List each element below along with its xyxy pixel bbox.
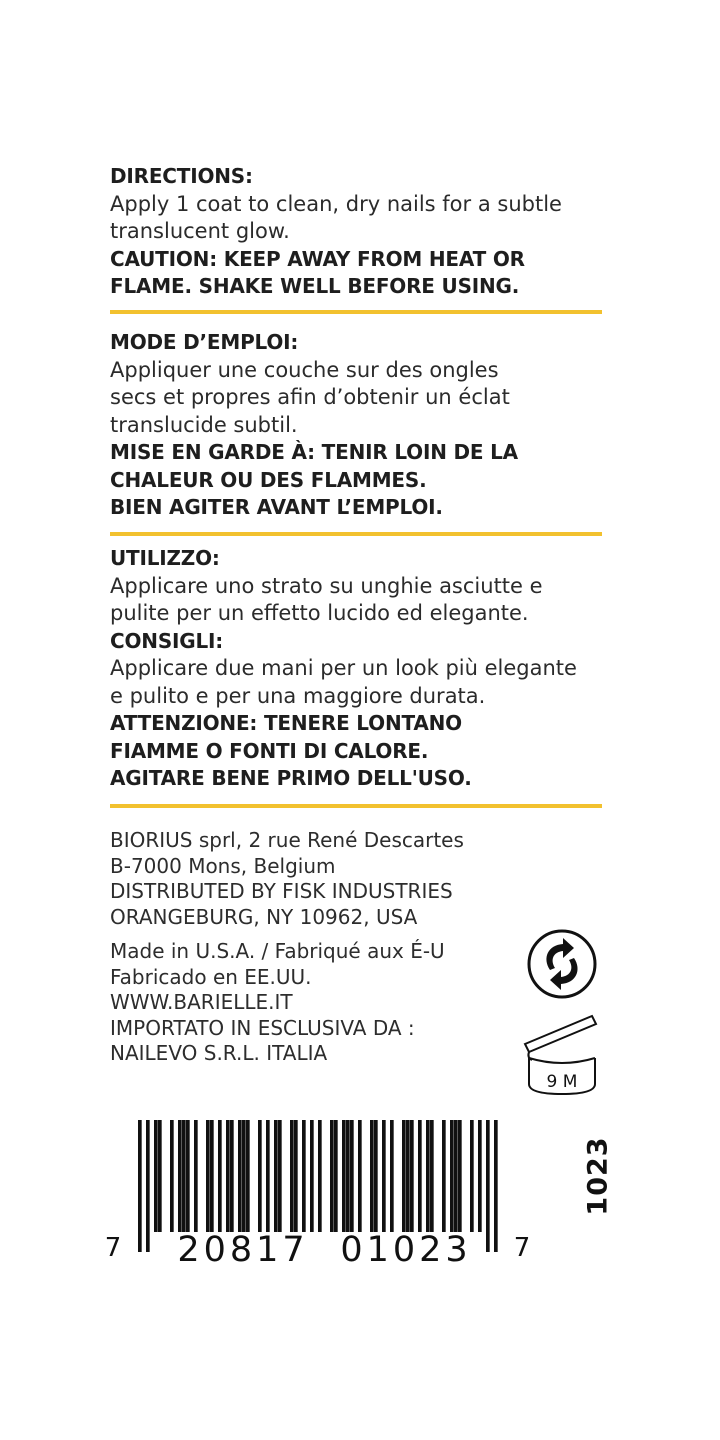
barcode [100, 1118, 540, 1278]
utilizzo-body-line: pulite per un effetto lucido ed elegante. [110, 601, 529, 625]
barcode-bar [230, 1120, 234, 1232]
barcode-bar [194, 1120, 198, 1232]
mode-emploi-body-line: translucide subtil. [110, 412, 298, 437]
barcode-bar [374, 1120, 378, 1232]
barcode-bar [334, 1120, 338, 1232]
barcode-bar [258, 1120, 262, 1232]
barcode-bar [242, 1120, 246, 1232]
caution-line: FLAME. SHAKE WELL BEFORE USING. [110, 274, 520, 298]
barcode-bar [318, 1120, 322, 1232]
barcode-bar [450, 1120, 454, 1232]
barcode-bar [302, 1120, 306, 1232]
mise-en-garde-line: MISE EN GARDE À: TENIR LOIN DE LA [110, 440, 518, 464]
barcode-bar [210, 1120, 214, 1232]
barcode-bar [342, 1120, 346, 1232]
barcode-bar [226, 1120, 230, 1232]
directions-french [110, 329, 610, 522]
barcode-bar [290, 1120, 294, 1232]
origin-line: WWW.BARIELLE.IT [110, 990, 293, 1014]
address-line: BIORIUS sprl, 2 rue René Descartes [110, 828, 464, 852]
consigli-body-line: e pulito e per una maggiore durata. [110, 683, 486, 708]
utilizzo-heading: UTILIZZO: [110, 546, 220, 570]
divider [110, 310, 602, 314]
barcode-bar [294, 1120, 298, 1232]
barcode-bar [186, 1120, 190, 1232]
barcode-bar [154, 1120, 158, 1232]
barcode-bar [486, 1120, 490, 1252]
barcode-bar [178, 1120, 182, 1232]
divider [110, 804, 602, 808]
consigli-heading: CONSIGLI: [110, 628, 224, 653]
barcode-bar [266, 1120, 270, 1232]
origin-line: Fabricado en EE.UU. [110, 964, 312, 989]
barcode-bar [458, 1120, 462, 1232]
barcode-bar [442, 1120, 446, 1232]
origin-line: Made in U.S.A. / Fabriqué aux É-U [110, 939, 445, 963]
barcode-bar [278, 1120, 282, 1232]
consigli-body-line: Applicare due mani per un look più elegante [110, 656, 577, 680]
barcode-bar [170, 1120, 174, 1232]
barcode-bar [370, 1120, 374, 1232]
barcode-bar [146, 1120, 150, 1252]
origin-info [110, 939, 530, 1067]
barcode-right-digit: 7 [513, 1233, 531, 1263]
green-dot-recycle-icon [526, 928, 598, 1000]
barcode-bar [390, 1120, 394, 1232]
barcode-group-2: 01023 [340, 1230, 472, 1270]
directions-italian [110, 545, 610, 793]
barcode-bar [358, 1120, 362, 1232]
origin-line: NAILEVO S.R.L. ITALIA [110, 1041, 328, 1065]
barcode-bar [206, 1120, 210, 1232]
barcode-bar [382, 1120, 386, 1232]
attenzione-line: ATTENZIONE: TENERE LONTANO [110, 711, 462, 735]
barcode-bar [246, 1120, 250, 1232]
directions-body-line: Apply 1 coat to clean, dry nails for a subtle [110, 191, 562, 216]
barcode-bar [274, 1120, 278, 1232]
address-line: DISTRIBUTED BY FISK INDUSTRIES [110, 879, 453, 903]
barcode-bar [418, 1120, 422, 1232]
address-line: B-7000 Mons, Belgium [110, 853, 336, 878]
barcode-bar [218, 1120, 222, 1232]
company-address [110, 828, 530, 930]
directions-english [110, 163, 610, 301]
barcode-bar [410, 1120, 414, 1232]
caution-line: CAUTION: KEEP AWAY FROM HEAT OR [110, 246, 525, 271]
barcode-bar [430, 1120, 434, 1232]
barcode-bar [182, 1120, 186, 1232]
barcode-left-digit: 7 [104, 1233, 122, 1263]
origin-line: IMPORTATO IN ESCLUSIVA DA : [110, 1015, 415, 1040]
barcode-bar [478, 1120, 482, 1232]
barcode-bar [494, 1120, 498, 1252]
barcode-bar [470, 1120, 474, 1232]
barcode-bar [426, 1120, 430, 1232]
attenzione-line: AGITARE BENE PRIMO DELL'USO. [110, 766, 472, 790]
barcode-bar [310, 1120, 314, 1232]
barcode-group-1: 20817 [177, 1230, 309, 1270]
barcode-bar [406, 1120, 410, 1232]
barcode-bar [138, 1120, 142, 1252]
barcode-bar [350, 1120, 354, 1232]
barcode-bar [454, 1120, 458, 1232]
mise-en-garde-line: CHALEUR OU DES FLAMMES. [110, 467, 427, 492]
mode-emploi-heading: MODE D’EMPLOI: [110, 330, 299, 354]
pao-label: 9 M [546, 1072, 578, 1092]
barcode-bar [330, 1120, 334, 1232]
barcode-bar [346, 1120, 350, 1232]
open-jar-icon [522, 1010, 602, 1096]
barcode-bar [402, 1120, 406, 1232]
mise-en-garde-line: BIEN AGITER AVANT L’EMPLOI. [110, 495, 443, 519]
utilizzo-body-line: Applicare uno strato su unghie asciutte e [110, 573, 543, 598]
product-code-vertical: 1023 [582, 1136, 614, 1216]
directions-body-line: translucent glow. [110, 219, 290, 243]
barcode-bar [158, 1120, 162, 1232]
directions-heading: DIRECTIONS: [110, 164, 253, 188]
mode-emploi-body-line: Appliquer une couche sur des ongles [110, 357, 499, 382]
barcode-bar [238, 1120, 242, 1232]
attenzione-line: FIAMME O FONTI DI CALORE. [110, 738, 429, 763]
mode-emploi-body-line: secs et propres afin d’obtenir un éclat [110, 385, 510, 409]
divider [110, 532, 602, 536]
address-line: ORANGEBURG, NY 10962, USA [110, 904, 418, 929]
